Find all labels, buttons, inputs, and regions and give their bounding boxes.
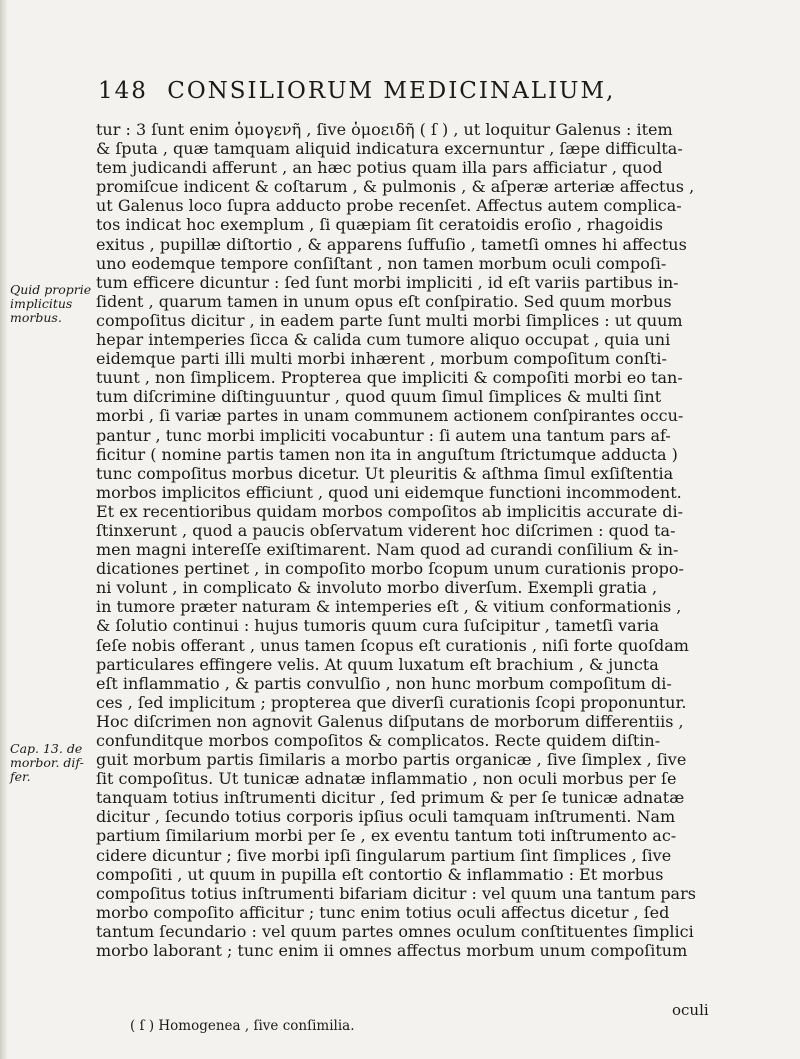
text-line: confunditque morbos compoſitos & complicatos. Recte quidem diſtin-: [96, 731, 661, 750]
text-line: tos indicat hoc exemplum , ſi quæpiam ſit ceratoidis eroſio , rhagoidis: [96, 215, 663, 235]
text-line: tum diſcrimine diſtinguuntur , quod quum ſimul ſimplices & multi ſint: [96, 387, 662, 407]
text-line: pantur , tunc morbi impliciti vocabuntur : ſi autem una tantum pars af-: [96, 425, 671, 445]
text-line: promiſcue indicent & coſtarum , & pulmonis , & aſperæ arteriæ affectus ,: [96, 177, 695, 197]
text-line: hepar intemperies ſicca & calida cum tumore aliquo occupat , quia uni: [96, 330, 671, 350]
text-line: particulares effingere velis. At quum luxatum eſt brachium , & juncta: [96, 654, 659, 674]
text-line: ſeſe nobis offerant , unus tamen ſcopus eſt curationis , niſi forte quoſdam: [96, 635, 689, 655]
text-line: tunc compoſitus morbus dicetur. Ut pleuritis & aſthma ſimul exſiſtentia: [96, 463, 674, 483]
text-line: ſit compoſitus. Ut tunicæ adnatæ inflammatio , non oculi morbus per ſe: [96, 769, 677, 789]
text-line: tanquam totius inſtrumenti dicitur , ſed primum & per ſe tunicæ adnatæ: [96, 788, 685, 808]
margin-note-line: Cap. 13. de: [10, 741, 83, 756]
text-line: Et ex recentioribus quidam morbos compoſitos ab implicitis accurate di-: [96, 501, 684, 521]
text-line: & ſputa , quæ tamquam aliquid indicatura excernuntur , ſæpe difficulta-: [96, 139, 683, 159]
text-line: ſtinxerunt , quod a paucis obſervatum viderent hoc diſcrimen : quod ta-: [96, 520, 676, 540]
text-line: guit morbum partis ſimilaris a morbo partis organicæ , ſive ſimplex , ſive: [96, 750, 687, 770]
text-line: morbos implicitos efficiunt , quod uni eidemque functioni incommodent.: [96, 482, 682, 502]
text-line: tuunt , non ſimplicem. Propterea que impliciti & compoſiti morbi eo tan-: [96, 368, 683, 388]
text-line: ficitur ( nomine partis tamen non ita in anguſtum ſtrictumque adducta ): [96, 444, 678, 464]
text-line: compoſiti , ut quum in pupilla eſt contortio & inflammatio : Et morbus: [96, 864, 664, 884]
text-line: dicitur , ſecundo totius corporis ipſius oculi tamquam inſtrumenti. Nam: [96, 807, 676, 827]
text-line: morbo laborant ; tunc enim ii omnes affectus morbum unum compoſitum: [96, 941, 688, 961]
text-line: tur : 3 ſunt enim ὁμογενῆ , ſive ὁμοειδῆ ( ſ ) , ut loquitur Galenus : item: [96, 120, 673, 139]
text-line: eidemque parti illi multi morbi inhærent , morbum compoſitum conſti-: [96, 349, 667, 369]
text-line: tem judicandi afferunt , an hæc potius quam illa pars afficiatur , quod: [96, 158, 663, 178]
text-line: in tumore præter naturam & intemperies eſt , & vitium conformationis ,: [96, 597, 682, 617]
text-line: ces , ſed implicitum ; propterea que diverſi curationis ſcopi proponuntur.: [96, 692, 687, 712]
body-text: [96, 120, 708, 960]
margin-note-line: morbus.: [10, 310, 62, 325]
text-line: Hoc diſcrimen non agnovit Galenus diſputans de morborum differentiis ,: [96, 711, 684, 731]
text-line: ſident , quarum tamen in unum opus eſt conſpiratio. Sed quum morbus: [96, 291, 672, 311]
text-line: dicationes pertinet , in compoſito morbo ſcopum unum curationis propo-: [96, 559, 684, 579]
page-number: 148: [98, 78, 148, 104]
text-line: uno eodemque tempore conſiſtant , non tamen morbum oculi compoſi-: [96, 253, 667, 273]
margin-note-line: Quid proprie: [10, 282, 92, 297]
margin-note-line: implicitus: [10, 296, 73, 311]
catchword: oculi: [672, 1001, 709, 1019]
running-title: CONSILIORUM MEDICINALIUM,: [167, 78, 616, 104]
text-line: ni volunt , in complicato & involuto morbo diverſum. Exempli gratia ,: [96, 578, 658, 598]
text-line: ut Galenus loco ſupra adducto probe recenſet. Affectus autem complica-: [96, 196, 682, 216]
margin-note-citation: [10, 742, 94, 784]
text-line: cidere dicuntur ; ſive morbi ipſi ſingularum partium ſint ſimplices , ſive: [96, 845, 672, 865]
margin-note-line: morbor. dif-: [10, 755, 84, 770]
page-edge-shadow: [0, 0, 8, 1059]
text-line: morbi , ſi variæ partes in unam communem actionem conſpirantes occu-: [96, 406, 684, 426]
footnote: ( ſ ) Homogenea , ſive conſimilia.: [130, 1018, 355, 1034]
running-header: [98, 78, 615, 104]
text-line: compoſitus dicitur , in eadem parte ſunt multi morbi ſimplices : ut quum: [96, 310, 683, 330]
text-line: exitus , pupillæ diſtortio , & apparens ſuffuſio , tametſi omnes hi affectus: [96, 234, 687, 254]
text-line: men magni intereſſe exiſtimarent. Nam quod ad curandi conſilium & in-: [96, 540, 679, 560]
text-line: tantum ſecundario : vel quum partes omnes oculum conſtituentes ſimplici: [96, 921, 694, 941]
text-line: morbo compoſito afficitur ; tunc enim totius oculi affectus dicetur , ſed: [96, 902, 670, 922]
text-line: partium ſimilarium morbi per ſe , ex eventu tantum toti inſtrumento ac-: [96, 826, 677, 846]
text-line: & ſolutio continui : hujus tumoris quum cura ſuſcipitur , tametſi varia: [96, 616, 659, 636]
margin-note-implicitus: [10, 283, 94, 325]
text-line: eſt inflammatio , & partis convulſio , non hunc morbum compoſitum di-: [96, 673, 672, 693]
text-line: compoſitus totius inſtrumenti bifariam dicitur : vel quum una tantum pars: [96, 883, 696, 903]
text-line: tum efficere dicuntur : ſed ſunt morbi impliciti , id eſt variis partibus in-: [96, 272, 679, 292]
margin-note-line: fer.: [10, 769, 31, 784]
